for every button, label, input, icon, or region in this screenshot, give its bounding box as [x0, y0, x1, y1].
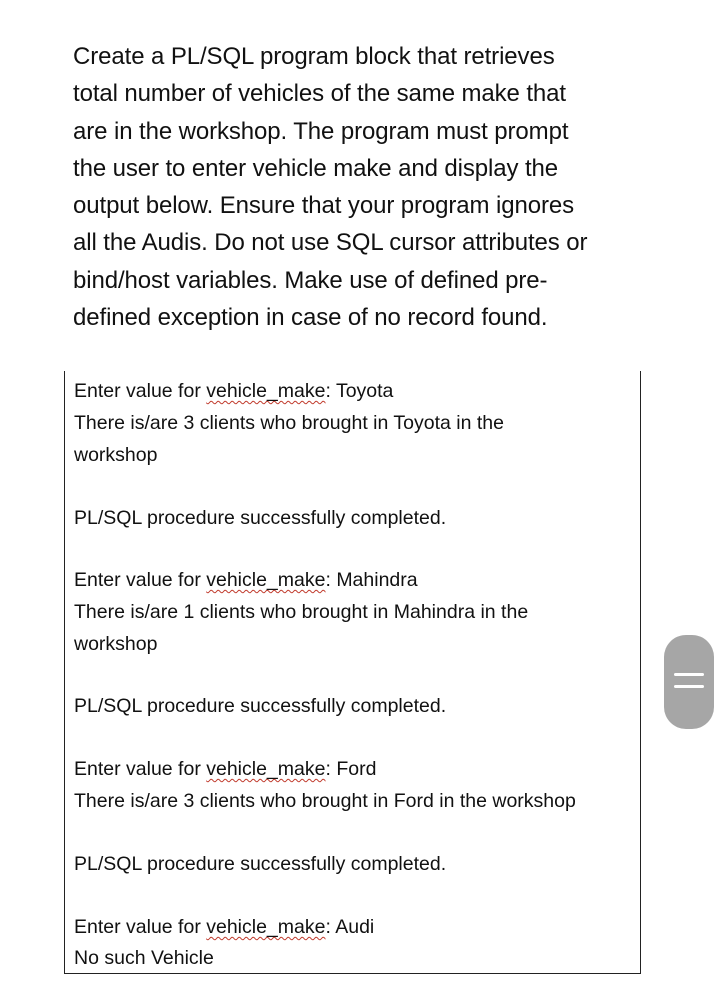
result-line: There is/are 1 clients who brought in Mahindra in the [74, 601, 529, 623]
prompt-prefix: Enter value for [74, 916, 207, 938]
question-line: total number of vehicles of the same make that [73, 80, 566, 108]
result-line: No such Vehicle [74, 947, 214, 969]
prompt-prefix: Enter value for [74, 758, 207, 780]
completion-line: PL/SQL procedure successfully completed. [74, 507, 447, 529]
question-text [73, 38, 653, 336]
question-line: the user to enter vehicle make and display the [73, 154, 559, 182]
result-line: workshop [74, 633, 158, 655]
prompt-line [74, 379, 393, 403]
prompt-variable: vehicle_make [206, 758, 326, 780]
result-line: There is/are 3 clients who brought in Ford in the workshop [74, 790, 576, 812]
grip-line [674, 673, 704, 676]
prompt-variable: vehicle_make [206, 916, 326, 938]
result-line: workshop [74, 444, 158, 466]
question-line: defined exception in case of no record found. [73, 304, 548, 332]
prompt-prefix: Enter value for [74, 380, 207, 402]
question-line: output below. Ensure that your program ignores [73, 192, 575, 220]
prompt-input: Ford [336, 758, 377, 780]
prompt-input: Audi [335, 916, 375, 938]
prompt-line [74, 757, 376, 781]
prompt-separator: : [325, 758, 337, 780]
prompt-input: Toyota [335, 380, 394, 402]
prompt-separator: : [325, 380, 336, 402]
prompt-separator: : [325, 569, 337, 591]
prompt-input: Mahindra [336, 569, 418, 591]
prompt-line [74, 568, 418, 592]
question-line: bind/host variables. Make use of defined pre- [73, 266, 548, 294]
prompt-variable: vehicle_make [206, 569, 326, 591]
prompt-variable: vehicle_make [206, 380, 326, 402]
sample-output-box [64, 371, 641, 974]
question-line: Create a PL/SQL program block that retrieves [73, 43, 555, 70]
prompt-separator: : [325, 916, 336, 938]
completion-line: PL/SQL procedure successfully completed. [74, 695, 447, 717]
question-line: are in the workshop. The program must prompt [73, 117, 569, 145]
result-line: There is/are 3 clients who brought in Toyota in the [74, 412, 504, 434]
prompt-line [74, 915, 374, 939]
completion-line: PL/SQL procedure successfully completed. [74, 853, 447, 875]
scroll-handle[interactable] [664, 635, 714, 729]
prompt-prefix: Enter value for [74, 569, 207, 591]
question-line: all the Audis. Do not use SQL cursor attributes or [73, 229, 588, 257]
grip-line [674, 685, 704, 688]
